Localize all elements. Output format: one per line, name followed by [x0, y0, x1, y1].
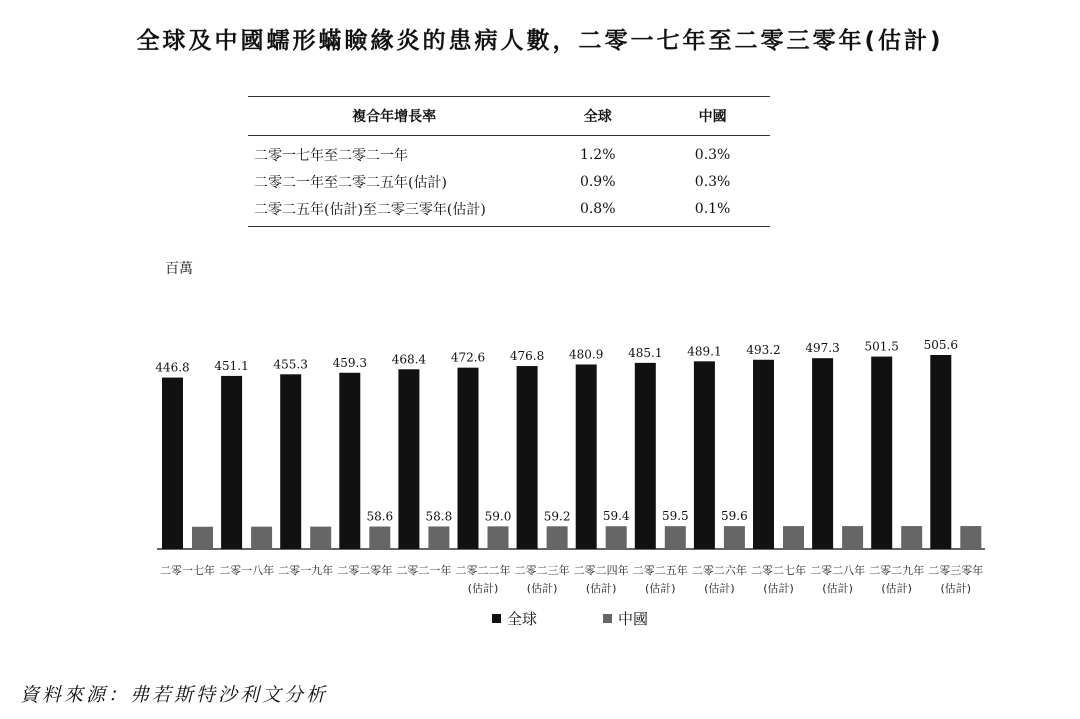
category-label: 二零二三年 — [514, 564, 570, 577]
bar-china — [606, 526, 627, 549]
data-label-global: 501.5 — [864, 339, 899, 354]
category-label: 二零二四年 — [573, 564, 629, 577]
legend — [492, 608, 714, 629]
chart-title: 全球及中國蠕形蟎瞼緣炎的患病人數，二零一七年至二零三零年(估計) — [136, 28, 944, 54]
cagr-china: 0.3% — [694, 146, 731, 163]
cagr-global: 0.8% — [540, 195, 655, 227]
data-label-china: 58.6 — [366, 509, 394, 524]
category-label: (估計) — [822, 582, 853, 595]
legend-item-global — [492, 608, 537, 629]
bar-global — [517, 366, 538, 549]
bar-global — [635, 363, 656, 549]
bar-china — [783, 526, 804, 549]
category-label: (估計) — [645, 582, 676, 595]
category-label: (估計) — [585, 582, 617, 595]
bar-china — [901, 526, 922, 549]
category-label: 二零二二年 — [455, 564, 511, 577]
bar-global — [576, 364, 597, 549]
cagr-period: 二零一七年至二零二一年 — [254, 147, 408, 164]
category-label: (估計) — [881, 582, 912, 595]
category-label: 二零一七年 — [160, 564, 215, 577]
data-label-global: 446.8 — [155, 360, 190, 375]
y-unit-label: 百萬 — [165, 261, 193, 277]
bar-china — [724, 526, 745, 549]
bar-global — [812, 358, 833, 549]
data-label-global: 468.4 — [391, 352, 427, 367]
data-label-global: 459.3 — [332, 355, 367, 370]
data-label-china: 58.8 — [425, 509, 453, 524]
data-label-global: 489.1 — [687, 344, 722, 359]
category-label: (估計) — [763, 582, 794, 595]
cagr-header-label: 複合年增長率 — [248, 97, 540, 136]
category-label: 二零二一年 — [396, 564, 452, 577]
category-label: 二零二九年 — [869, 564, 925, 577]
source-note: 資料來源：弗若斯特沙利文分析 — [20, 684, 329, 706]
bar-global — [458, 368, 479, 549]
data-label-global: 505.6 — [923, 338, 958, 352]
data-label-china: 59.5 — [661, 509, 689, 524]
bar-global — [339, 373, 360, 549]
bar-china — [665, 526, 686, 549]
bar-global — [871, 357, 892, 549]
data-label-china: 59.4 — [602, 509, 630, 524]
cagr-period: 二零二五年(估計)至二零三零年(估計) — [248, 195, 540, 227]
data-label-global: 497.3 — [805, 341, 840, 356]
bar-china — [251, 527, 272, 549]
data-label-china: 59.0 — [484, 509, 512, 524]
bar-global — [280, 374, 301, 549]
data-label-global: 493.2 — [746, 342, 781, 357]
bar-china — [547, 526, 568, 549]
category-label: 二零一九年 — [278, 564, 334, 577]
category-label: 二零二七年 — [751, 564, 806, 577]
bar-china — [488, 526, 509, 549]
bar-china — [369, 527, 390, 549]
data-label-global: 485.1 — [628, 345, 663, 360]
category-label: 二零二八年 — [810, 564, 866, 577]
bar-china — [842, 526, 863, 549]
cagr-header-china: 中國 — [655, 97, 770, 136]
data-label-global: 480.9 — [569, 347, 604, 362]
cagr-period: 二零二一年至二零二五年(估計) — [254, 174, 447, 191]
data-label-global: 476.8 — [509, 349, 545, 364]
data-label-china: 59.2 — [543, 509, 571, 524]
cagr-header-global: 全球 — [540, 97, 655, 136]
data-label-global: 455.3 — [273, 357, 308, 372]
bar-china — [310, 527, 331, 549]
category-label: 二零三零年 — [928, 564, 984, 577]
cagr-china: 0.1% — [655, 195, 770, 227]
legend-item-china — [603, 608, 648, 629]
legend-swatch-china — [603, 614, 612, 623]
category-label: 二零二零年 — [337, 564, 393, 577]
legend-label-global: 全球 — [507, 610, 538, 628]
category-label: (估計) — [467, 582, 499, 595]
category-label: (估計) — [940, 582, 972, 595]
bar-global — [753, 360, 774, 549]
category-label: (估計) — [526, 582, 558, 595]
bar-china — [960, 526, 981, 549]
bar-china — [428, 526, 449, 549]
legend-swatch-global — [492, 614, 501, 623]
cagr-global: 1.2% — [579, 146, 616, 163]
category-label: (估計) — [704, 582, 735, 595]
data-label-global: 451.1 — [214, 358, 249, 373]
bar-china — [192, 527, 213, 549]
cagr-china: 0.3% — [694, 173, 731, 190]
data-label-china: 59.6 — [721, 509, 748, 524]
cagr-global: 0.9% — [579, 173, 616, 190]
legend-label-china: 中國 — [618, 610, 649, 628]
bar-global — [221, 376, 242, 549]
bar-global — [162, 378, 183, 549]
bar-global — [398, 369, 419, 549]
data-label-global: 472.6 — [450, 350, 486, 365]
bar-global — [930, 355, 951, 549]
category-label: 二零二五年 — [632, 564, 688, 577]
category-label: 二零一八年 — [219, 564, 275, 577]
bar-global — [694, 361, 715, 549]
category-label: 二零二六年 — [691, 564, 747, 577]
